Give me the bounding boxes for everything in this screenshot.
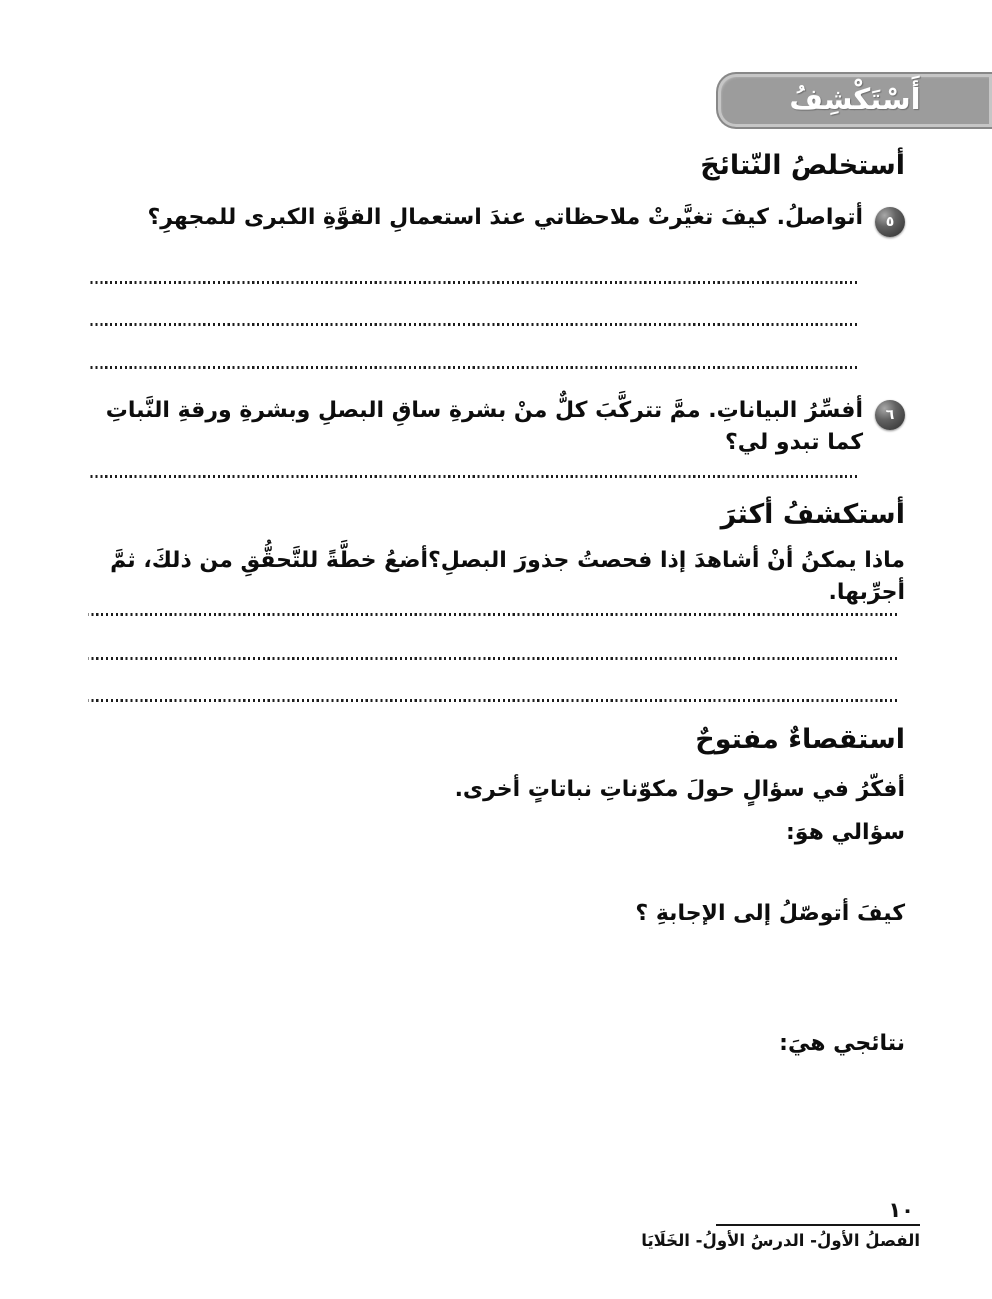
results-label: نتائجي هيَ: — [779, 1031, 905, 1056]
explore-more-heading: أستكشفُ أكثرَ — [720, 499, 905, 530]
question-5-number-badge: ٥ — [875, 207, 905, 237]
page-number: ١٠ — [888, 1198, 914, 1222]
question-6-number-badge: ٦ — [875, 400, 905, 430]
answer-line — [88, 613, 897, 617]
answer-line — [88, 699, 897, 703]
footer-chapter-line: الفصلُ الأولُ- الدرسُ الأولُ- الخَلَايَا — [641, 1231, 920, 1250]
explore-section-banner — [716, 72, 992, 129]
question-6-text: أفسِّرُ البياناتِ. ممَّ تتركَّبَ كلٌّ منْ بشرةِ ساقِ البصلِ وبشرةِ ورقةِ النَّباتِ كما تبدو لي؟ — [105, 398, 863, 455]
conclusions-heading: أستخلصُ النّتائجَ — [700, 150, 905, 181]
question-6 — [85, 395, 905, 459]
how-answer-label: كيفَ أتوصّلُ إلى الإجابةِ ؟ — [635, 901, 905, 926]
question-5 — [85, 202, 905, 237]
answer-line — [88, 475, 857, 479]
page-footer — [641, 1198, 920, 1250]
footer-divider — [716, 1224, 920, 1226]
answer-line — [88, 281, 857, 285]
my-question-label: سؤالي هوَ: — [786, 820, 905, 845]
question-5-text: أتواصلُ. كيفَ تغيَّرتْ ملاحظاتي عندَ استعمالِ القوَّةِ الكبرى للمجهرِ؟ — [147, 205, 863, 230]
answer-line — [88, 323, 857, 327]
answer-line — [88, 366, 857, 370]
explore-more-body: ماذا يمكنُ أنْ أشاهدَ إذا فحصتُ جذورَ البصلِ؟أضعُ خطَّةً للتَّحقُّقِ من ذلكَ، ثمَّ أجرِّبها. — [110, 548, 905, 605]
open-inquiry-heading: استقصاءٌ مفتوحٌ — [695, 724, 905, 755]
answer-line — [88, 657, 897, 661]
banner-title: أَسْتَكْشِفُ — [789, 81, 921, 116]
open-inquiry-intro: أفكّرُ في سؤالٍ حولَ مكوّناتِ نباتاتٍ أخرى. — [454, 777, 905, 802]
